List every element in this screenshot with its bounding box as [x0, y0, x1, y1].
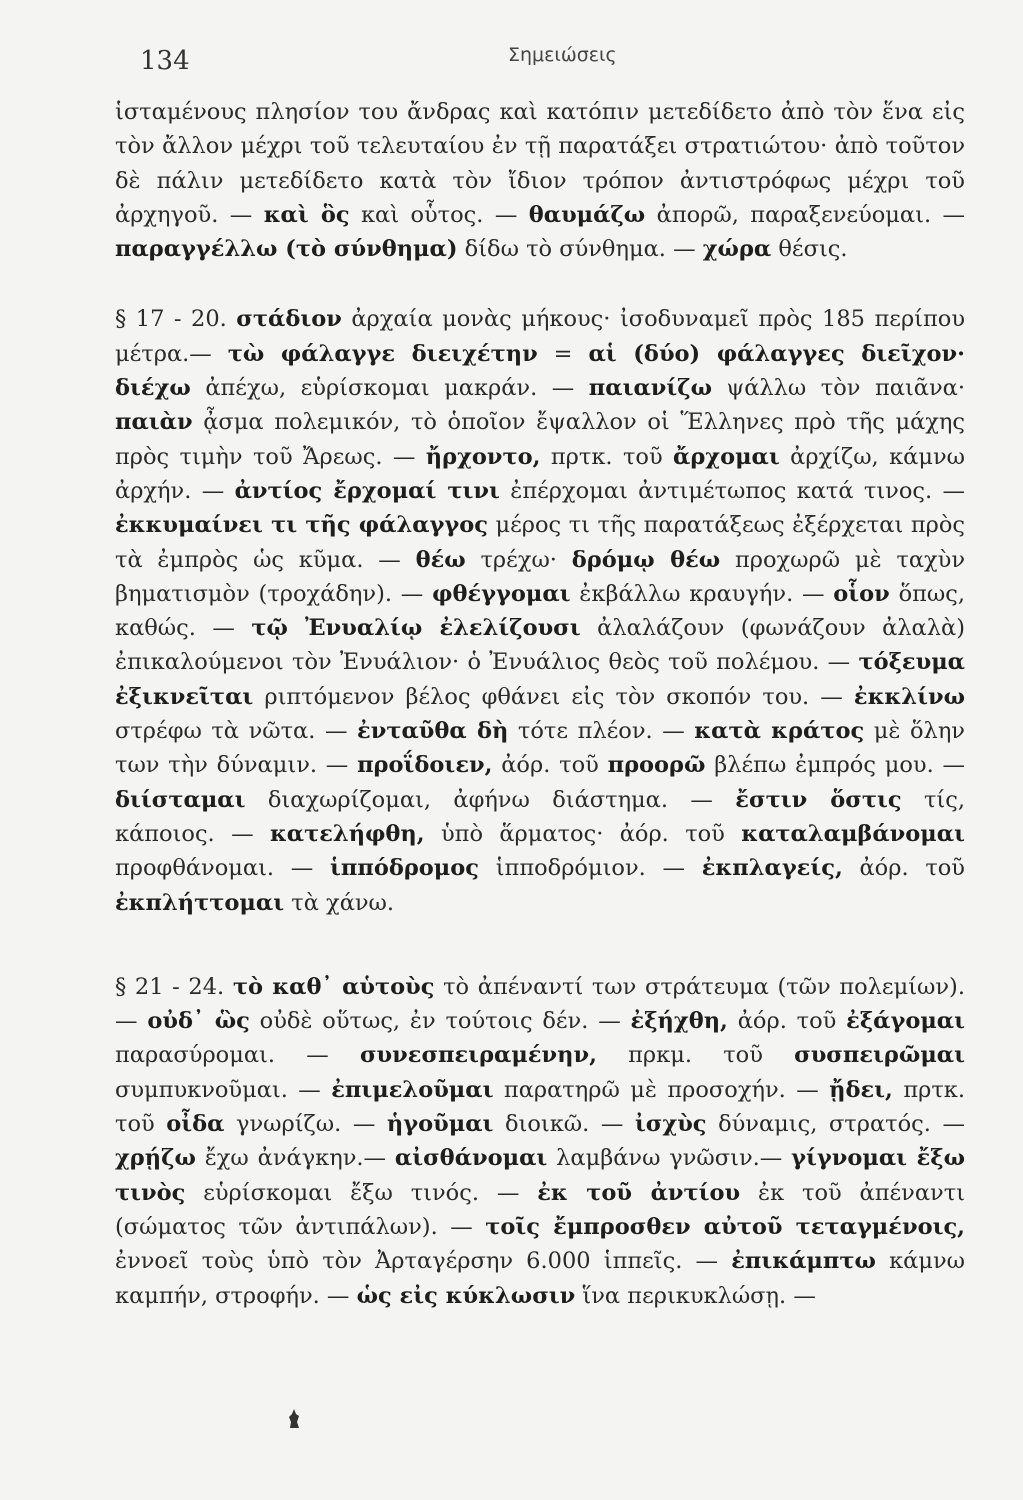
gloss-text: ριπτόμενον βέλος φθάνει εἰς τὸν σκοπόν του. —	[253, 683, 854, 710]
headword: ἐκπλαγείς,	[701, 855, 843, 882]
headword: στάδιον	[236, 306, 342, 333]
paragraph-2	[115, 302, 965, 919]
headword: διίσταμαι	[115, 786, 246, 813]
gloss-text: μὲ ὅλην των τὴν δύναμιν. —	[115, 718, 965, 779]
gloss-text: προχωρῶ μὲ ταχὺν βηματισμὸν (τροχάδην). —	[115, 546, 966, 607]
gloss-text: ἀόρ. τοῦ	[492, 752, 608, 779]
gloss-text: ἀρχαία μονὰς μήκους· ἰσοδυναμεῖ πρὸς 185 περίπου μέτρα.—	[115, 306, 965, 367]
gloss-text: προφθάνομαι. —	[115, 855, 330, 882]
gloss-text: ὑπὸ ἅρματος· ἀόρ. τοῦ	[424, 820, 742, 847]
headword: παραγγέλλω (τὸ σύνθημα)	[115, 236, 458, 263]
gloss-text: ἐπέρχομαι ἀντιμέτωπος κατά τινος. —	[499, 477, 965, 504]
headword: τὸ καθ᾽ αὑτοὺς	[232, 973, 435, 1000]
headword: τόξευμα ἐξικνεῖται	[115, 649, 965, 710]
headword: ἀντίος ἔρχομαί τινι	[234, 477, 500, 504]
headword: οἷον	[833, 580, 890, 607]
headword: αἰσθάνομαι	[394, 1145, 548, 1172]
gloss-text: § 21 - 24.	[115, 973, 233, 1000]
gloss-text: § 17 - 20.	[115, 306, 237, 333]
headword: τὼ φάλαγγε διειχέτην	[227, 340, 538, 367]
gloss-text: ἀρχίζω, κάμνω ἀρχήν. —	[115, 443, 965, 504]
headword: ἐξήχθη,	[630, 1008, 728, 1035]
headword: συσπειρῶμαι	[794, 1042, 965, 1069]
headword: ἐπικάμπτω	[731, 1248, 876, 1275]
gloss-text: ἱσταμένους πλησίον του ἄνδρας καὶ κατόπιν μετεδίδετο ἀπὸ τὸν ἕνα εἰς τὸν ἄλλον μέχρι τοῦ τελευταίου ἐν τῇ παρατάξει στρατιώτου· ἀπὸ τοῦτον δὲ πάλιν μετεδίδετο κατὰ τὸν ἴδιον τρόπον ἀντιστρόφως μέχρι τοῦ ἀρχηγοῦ. —	[115, 99, 965, 228]
headword: ἰσχὺς	[634, 1111, 707, 1138]
headword: ἐκκυμαίνει τι τῆς φάλαγγος	[115, 512, 488, 539]
gloss-text: τὰ χάνω.	[284, 889, 395, 916]
gloss-text: διοικῶ. —	[493, 1111, 635, 1138]
headword: φθέγγομαι	[432, 580, 571, 607]
gloss-text: ἵνα περικυκλώσῃ. —	[575, 1282, 816, 1309]
headword: προΐδοιεν,	[357, 752, 493, 779]
ink-mark-icon	[287, 1408, 301, 1430]
gloss-text: βλέπω ἐμπρός μου. —	[705, 752, 966, 779]
gloss-text: συμπυκνοῦμαι. —	[115, 1076, 332, 1103]
headword: γίγνομαι ἔξω τινὸς	[115, 1145, 966, 1206]
headword: τοῖς ἔμπροσθεν αὐτοῦ τεταγμένοις,	[485, 1213, 965, 1240]
page-number: 134	[140, 46, 190, 76]
gloss-text: διαχωρίζομαι, ἀφήνω διάστημα. —	[245, 786, 736, 813]
gloss-text: ἱπποδρόμιον. —	[479, 855, 702, 882]
running-title: Σημειώσεις	[508, 44, 617, 66]
gloss-text: θέσις.	[771, 236, 848, 263]
gloss-text: τὸ ἀπέναντί των στράτευμα (τῶν πολεμίων). —	[115, 973, 965, 1035]
headword: ἔστιν ὅστις	[735, 786, 902, 813]
headword: καταλαμβάνομαι	[741, 820, 965, 847]
gloss-text: λαμβάνω γνῶσιν.—	[547, 1145, 792, 1172]
headword: ἄρχομαι	[673, 443, 780, 470]
headword: χρῄζω	[115, 1145, 196, 1172]
headword: ἐκ τοῦ ἀντίου	[537, 1179, 741, 1206]
headword: προορῶ	[607, 752, 706, 779]
gloss-text: καὶ οὗτος. —	[349, 201, 529, 228]
gloss-text: παρατηρῶ μὲ προσοχήν. —	[493, 1076, 830, 1103]
gloss-text: πρκμ. τοῦ	[596, 1042, 795, 1069]
headword: κατὰ κράτος	[694, 718, 865, 745]
gloss-text: δύναμις, στρατός. —	[706, 1111, 965, 1138]
gloss-text: τότε πλέον. —	[508, 718, 695, 745]
gloss-text: ἀλαλάζουν (φωνάζουν ἀλαλὰ) ἐπικαλούμενοι τὸν Ἐνυάλιον· ὁ Ἐνυάλιος θεὸς τοῦ πολέμου. —	[115, 615, 965, 676]
gloss-text: ἀπορῶ, παραξενεύομαι. —	[645, 201, 966, 228]
notes-body	[115, 95, 965, 1313]
headword: ἡγοῦμαι	[386, 1111, 494, 1138]
gloss-text: μέρος τι τῆς παρατάξεως ἐξέρχεται πρὸς τὰ ἐμπρὸς ὡς κῦμα. —	[115, 512, 965, 573]
headword: ἱππόδρομος	[330, 855, 479, 882]
gloss-text: πρτκ. τοῦ	[540, 443, 673, 470]
gloss-text: δίδω τὸ σύνθημα. —	[457, 236, 703, 263]
gloss-text: οὐδὲ οὕτως, ἐν τούτοις δέν. —	[249, 1008, 631, 1035]
gloss-text: ἐκ τοῦ ἀπέναντι (σώματος τῶν ἀντιπάλων). —	[115, 1179, 965, 1240]
paragraph-3	[115, 970, 965, 1313]
gloss-text: εὑρίσκομαι ἔξω τινός. —	[185, 1179, 538, 1206]
gloss-text: ἐκβάλλω κραυγήν. —	[570, 580, 834, 607]
gloss-text: κάμνω καμπήν, στροφήν. —	[115, 1248, 966, 1309]
gloss-text: παρασύρομαι. —	[115, 1042, 360, 1069]
gloss-text: ᾆσμα πολεμικόν, τὸ ὁποῖον ἔψαλλον οἱ Ἕλληνες πρὸ τῆς μάχης πρὸς τιμὴν τοῦ Ἄρεως. —	[115, 409, 965, 470]
gloss-text: ἔχω ἀνάγκην.—	[195, 1145, 395, 1172]
gloss-text: πρτκ. τοῦ	[115, 1076, 965, 1138]
headword: δρόμῳ θέω	[571, 546, 721, 573]
headword: ἐνταῦθα δὴ	[357, 718, 509, 745]
headword: ἤρχοντο,	[425, 443, 541, 470]
paragraph-1	[115, 95, 965, 266]
headword: συνεσπειραμένην,	[359, 1042, 597, 1069]
headword: θέω	[415, 546, 466, 573]
gloss-text: ἀπέχω, εὑρίσκομαι μακράν. —	[190, 375, 589, 402]
gloss-text: τρέχω·	[465, 546, 572, 573]
gloss-text: ἐννοεῖ τοὺς ὑπὸ τὸν Ἀρταγέρσην 6.000 ἱππεῖς. —	[115, 1248, 732, 1275]
headword: χώρα	[702, 236, 772, 263]
headword: ἐκπλήττομαι	[115, 889, 285, 916]
headword: ᾔδει,	[829, 1076, 893, 1103]
headword: οἶδα	[166, 1111, 225, 1138]
headword: τῷ Ἐνυαλίῳ ἐλελίζουσι	[251, 615, 581, 642]
headword: ἐκκλίνω	[853, 683, 965, 710]
headword: οὐδ᾽ ὣς	[147, 1008, 250, 1035]
gloss-text: ὅπως, καθώς. —	[115, 580, 966, 642]
headword: ἐξάγομαι	[846, 1008, 966, 1035]
headword: παιὰν	[115, 409, 193, 436]
headword: θαυμάζω	[528, 201, 646, 228]
gloss-text: τίς, κάποιος. —	[115, 786, 965, 847]
gloss-text: =	[537, 340, 589, 367]
headword: ἐπιμελοῦμαι	[331, 1076, 494, 1103]
headword: αἱ (δύο) φάλαγγες διεῖχον· διέχω	[115, 340, 965, 402]
gloss-text: ψάλλω τὸν παιᾶνα·	[712, 375, 965, 402]
gloss-text: γνωρίζω. —	[224, 1111, 387, 1138]
headword: κατελήφθη,	[269, 820, 425, 847]
headword: παιανίζω	[588, 375, 713, 402]
gloss-text: στρέφω τὰ νῶτα. —	[115, 718, 358, 745]
gloss-text: ἀόρ. τοῦ	[727, 1008, 847, 1035]
headword: καὶ ὃς	[263, 201, 350, 228]
gloss-text: ἀόρ. τοῦ	[842, 855, 965, 882]
headword: ὡς εἰς κύκλωσιν	[356, 1282, 576, 1309]
